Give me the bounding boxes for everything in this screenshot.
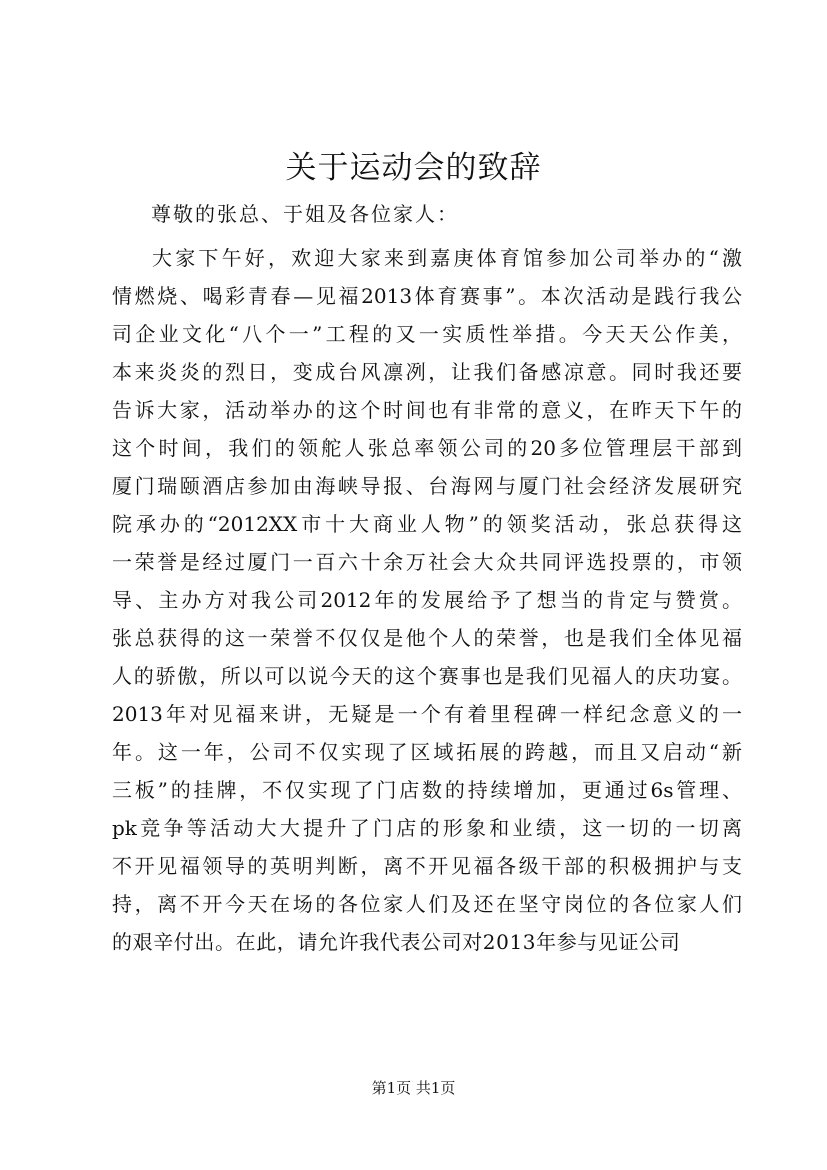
text-line: 本来炎炎的烈日，变成台风凛冽，让我们备感凉意。同时我还要 xyxy=(112,360,742,384)
salutation: 尊敬的张总、于姐及各位家人： xyxy=(151,202,459,226)
text-line: 三板”的挂牌，不仅实现了门店数的持续增加，更通过6s管理、 xyxy=(112,778,742,802)
text-line: 司企业文化“八个一”工程的又一实质性举措。今天天公作美， xyxy=(112,322,742,346)
text-line: 这个时间，我们的领舵人张总率领公司的20多位管理层干部到 xyxy=(112,436,742,460)
body-text xyxy=(112,239,742,961)
page-footer: 第1页 共1页 xyxy=(371,1079,456,1097)
text-line: 厦门瑞颐酒店参加由海峡导报、台海网与厦门社会经济发展研究 xyxy=(112,474,742,498)
text-line: pk竞争等活动大大提升了门店的形象和业绩，这一切的一切离 xyxy=(112,816,742,840)
text-line: 人的骄傲，所以可以说今天的这个赛事也是我们见福人的庆功宴。 xyxy=(112,664,742,688)
text-line: 2013年对见福来讲，无疑是一个有着里程碑一样纪念意义的一 xyxy=(112,702,742,726)
text-line: 院承办的“2012XX市十大商业人物”的领奖活动，张总获得这 xyxy=(112,512,742,536)
text-line: 大家下午好，欢迎大家来到嘉庚体育馆参加公司举办的“激 xyxy=(152,246,742,270)
text-line: 一荣誉是经过厦门一百六十余万社会大众共同评选投票的，市领 xyxy=(112,550,742,574)
text-line: 告诉大家，活动举办的这个时间也有非常的意义，在昨天下午的 xyxy=(112,398,742,422)
text-line: 不开见福领导的英明判断，离不开见福各级干部的积极拥护与支 xyxy=(112,854,742,878)
text-line: 张总获得的这一荣誉不仅仅是他个人的荣誉，也是我们全体见福 xyxy=(112,626,742,650)
text-line: 年。这一年，公司不仅实现了区域拓展的跨越，而且又启动“新 xyxy=(112,740,742,764)
text-line: 导、主办方对我公司2012年的发展给予了想当的肯定与赞赏。 xyxy=(112,588,742,612)
text-line: 的艰辛付出。在此，请允许我代表公司对2013年参与见证公司 xyxy=(112,930,681,954)
document-title: 关于运动会的致辞 xyxy=(285,150,542,186)
text-line: 持，离不开今天在场的各位家人们及还在坚守岗位的各位家人们 xyxy=(112,892,742,916)
text-line: 情燃烧、喝彩青春—见福2013体育赛事”。本次活动是践行我公 xyxy=(112,284,742,308)
